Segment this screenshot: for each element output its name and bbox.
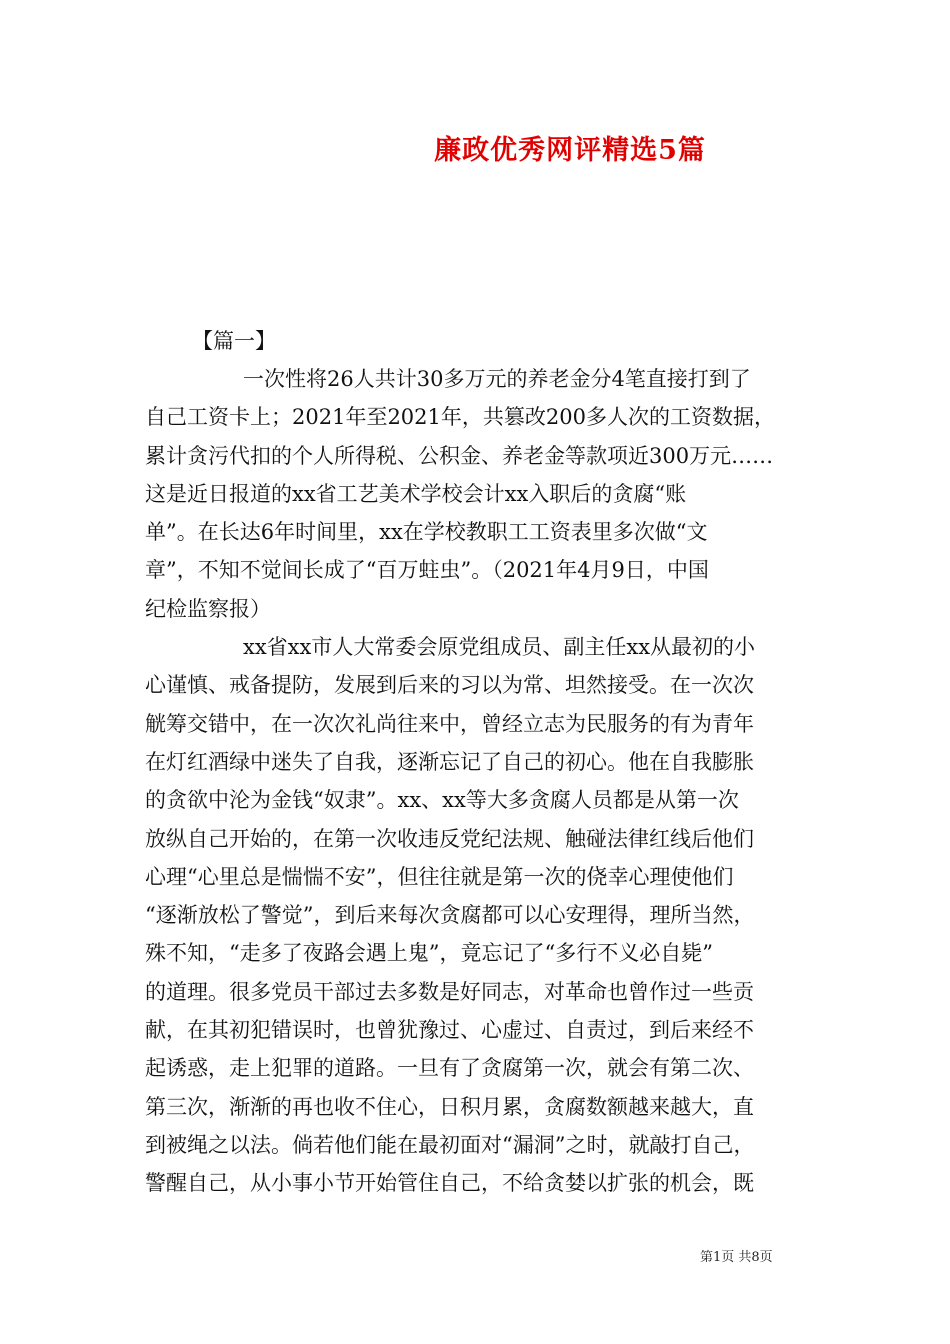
text-line: 的道理。很多党员干部过去多数是好同志，对革命也曾作过一些贡 — [145, 979, 754, 1004]
text-line: 起诱惑，走上犯罪的道路。一旦有了贪腐第一次，就会有第二次、 — [145, 1056, 754, 1081]
paragraph-1 — [145, 360, 813, 628]
paragraph-2 — [145, 628, 813, 1202]
text-line: 单”。在长达6年时间里，xx在学校教职工工资表里多次做“文 — [145, 520, 708, 545]
text-line: 放纵自己开始的，在第一次收违反党纪法规、触碰法律红线后他们 — [145, 826, 754, 851]
text-line: 警醒自己，从小事小节开始管住自己，不给贪婪以扩张的机会，既 — [145, 1171, 754, 1196]
text-line: 章”，不知不觉间长成了“百万蛀虫”。（2021年4月9日，中国 — [145, 558, 709, 583]
text-line: 的贪欲中沦为金钱“奴隶”。xx、xx等大多贪腐人员都是从第一次 — [145, 788, 739, 813]
text-line: 心理“心里总是惴惴不安”，但往往就是第一次的侥幸心理使他们 — [145, 864, 734, 889]
text-line: 自己工资卡上；2021年至2021年，共篡改200多人次的工资数据， — [145, 405, 775, 430]
text-line: xx省xx市人大常委会原党组成员、副主任xx从最初的小 — [243, 635, 756, 660]
page-number: 第1页 共8页 — [700, 1250, 773, 1265]
text-line: 纪检监察报） — [145, 596, 271, 621]
text-line: 殊不知，“走多了夜路会遇上鬼”，竟忘记了“多行不义必自毙” — [145, 941, 713, 966]
text-line: 献，在其初犯错误时，也曾犹豫过、心虚过、自责过，到后来经不 — [145, 1018, 754, 1043]
text-line: 一次性将26人共计30多万元的养老金分4笔直接打到了 — [243, 367, 751, 391]
text-line: 心谨慎、戒备提防，发展到后来的习以为常、坦然接受。在一次次 — [145, 673, 754, 698]
text-line: “逐渐放松了警觉”，到后来每次贪腐都可以心安理得，理所当然， — [145, 903, 755, 928]
text-line: 累计贪污代扣的个人所得税、公积金、养老金等款项近300万元…… — [145, 443, 774, 468]
text-line: 觥筹交错中，在一次次礼尚往来中，曾经立志为民服务的有为青年 — [145, 711, 754, 736]
text-line: 在灯红酒绿中迷失了自我，逐渐忘记了自己的初心。他在自我膨胀 — [145, 749, 754, 774]
text-line: 这是近日报道的xx省工艺美术学校会计xx入职后的贪腐“账 — [145, 481, 687, 506]
page-title: 廉政优秀网评精选5篇 — [434, 135, 706, 166]
text-line: 到被绳之以法。倘若他们能在最初面对“漏洞”之时，就敲打自己， — [145, 1132, 755, 1157]
section-heading: 【篇一】 — [192, 329, 276, 353]
text-line: 第三次，渐渐的再也收不住心，日积月累，贪腐数额越来越大，直 — [145, 1094, 754, 1119]
document-body — [145, 322, 813, 1203]
